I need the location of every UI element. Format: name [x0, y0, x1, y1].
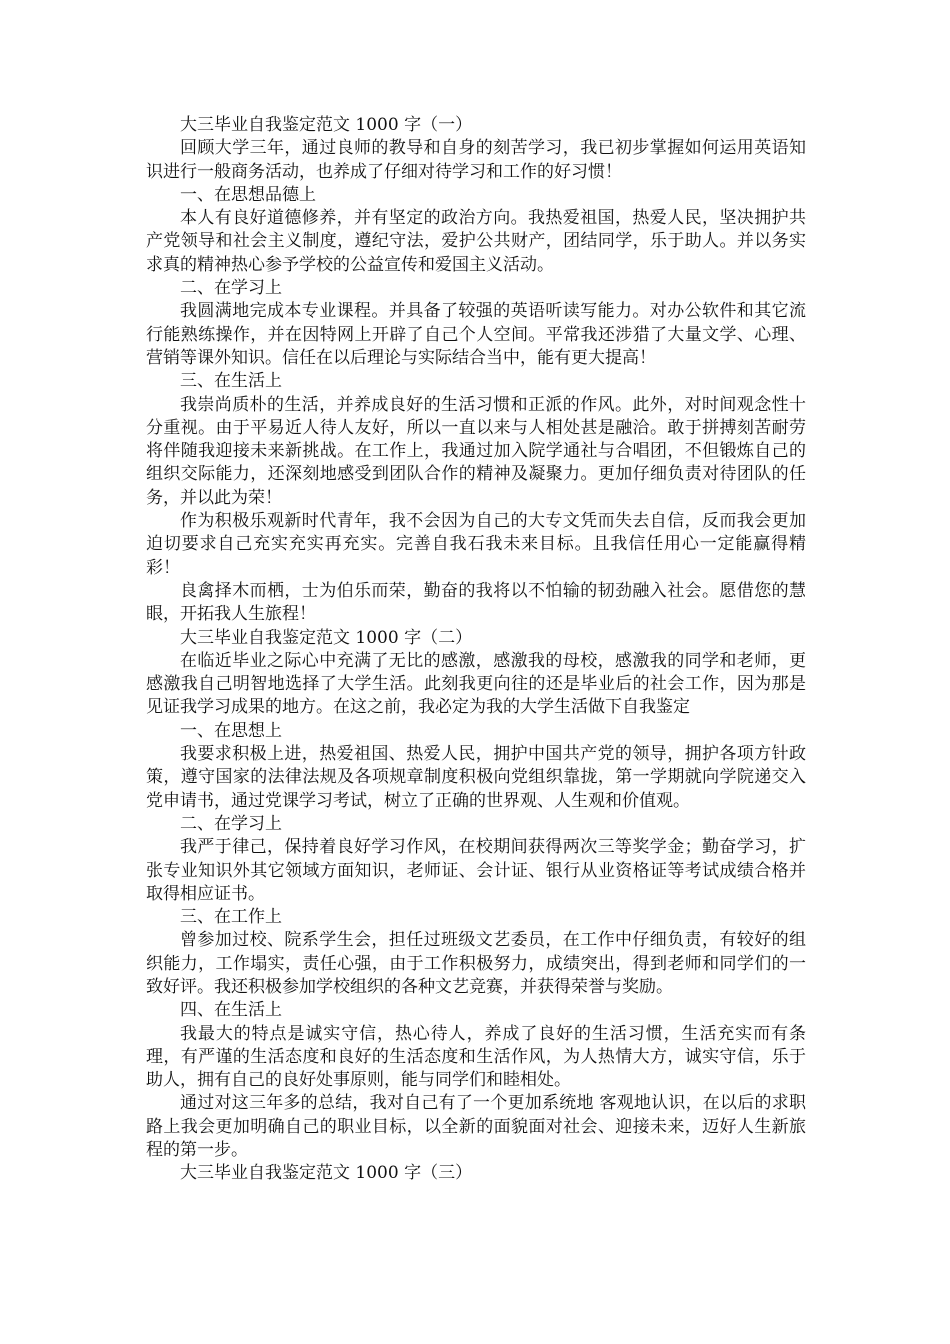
subheading: 二、在学习上	[180, 278, 282, 299]
paragraph: 作为积极乐观新时代青年，我不会因为自己的大专文凭而失去自信，反而我会更加迫切要求自己充实充实再充实。完善自我石我未来目标。且我信任用心一定能赢得精彩！	[146, 511, 806, 578]
subheading: 二、在学习上	[180, 813, 282, 834]
paragraph: 我要求积极上进，热爱祖国、热爱人民，拥护中国共产党的领导，拥护各项方针政策，遵守国家的法律法规及各项规章制度积极向党组织靠拢，第一学期就向学院递交入党申请书，通过党课学习考试，树立了正确的世界观、人生观和价值观。	[146, 744, 806, 811]
paragraph: 我严于律己，保持着良好学习作风，在校期间获得两次三等奖学金；勤奋学习，扩张专业知识外其它领域方面知识，老师证、会计证、银行从业资格证等考试成绩合格并取得相应证书。	[146, 837, 806, 904]
paragraph: 良禽择木而栖，士为伯乐而荣，勤奋的我将以不怕输的韧劲融入社会。愿借您的慧眼，开拓我人生旅程！	[146, 580, 806, 625]
section-title-3: 大三毕业自我鉴定范文 1000 字（三）	[180, 1163, 473, 1184]
subheading: 三、在工作上	[180, 907, 282, 928]
paragraph: 在临近毕业之际心中充满了无比的感激，感激我的母校，感激我的同学和老师，更感激我自己明智地选择了大学生活。此刻我更向往的还是毕业后的社会工作，因为那是见证我学习成果的地方。在这之前，我必定为我的大学生活做下自我鉴定	[146, 650, 806, 718]
section-title-2: 大三毕业自我鉴定范文 1000 字（二）	[180, 627, 473, 648]
paragraph: 曾参加过校、院系学生会，担任过班级文艺委员，在工作中仔细负责，有较好的组织能力，工作塌实，责任心强，由于工作积极努力，成绩突出，得到老师和同学们的一致好评。我还积极参加学校组织的各种文艺竞赛，并获得荣誉与奖励。	[146, 930, 806, 997]
paragraph: 本人有良好道德修养，并有坚定的政治方向。我热爱祖国，热爱人民，坚决拥护共产党领导和社会主义制度，遵纪守法，爱护公共财产，团结同学，乐于助人。并以务实求真的精神热心参予学校的公益宣传和爱国主义活动。	[146, 208, 806, 275]
subheading: 一、在思想品德上	[180, 184, 316, 205]
paragraph: 我最大的特点是诚实守信，热心待人，养成了良好的生活习惯，生活充实而有条理，有严谨的生活态度和良好的生活态度和生活作风，为人热情大方，诚实守信，乐于助人，拥有自己的良好处事原则，能与同学们和睦相处。	[146, 1023, 806, 1091]
subheading: 一、在思想上	[180, 720, 282, 741]
subheading: 四、在生活上	[180, 1000, 282, 1021]
paragraph: 我崇尚质朴的生活，并养成良好的生活习惯和正派的作风。此外，对时间观念性十分重视。由于平易近人待人友好，所以一直以来与人相处甚是融洽。敢于拼搏刻苦耐劳将伴随我迎接未来新挑战。在工作上，我通过加入院学通社与合唱团，不但锻炼自己的组织交际能力，还深刻地感受到团队合作的精神及凝聚力。更加仔细负责对待团队的任务，并以此为荣！	[146, 394, 806, 508]
paragraph: 通过对这三年多的总结，我对自己有了一个更加系统地 客观地认识，在以后的求职路上我会更加明确自己的职业目标，以全新的面貌面对社会、迎接未来，迈好人生新旅程的第一步。	[146, 1093, 806, 1161]
paragraph: 回顾大学三年，通过良师的教导和自身的刻苦学习，我已初步掌握如何运用英语知识进行一般商务活动，也养成了仔细对待学习和工作的好习惯！	[146, 138, 806, 182]
paragraph: 我圆满地完成本专业课程。并具备了较强的英语听读写能力。对办公软件和其它流行能熟练操作，并在因特网上开辟了自己个人空间。平常我还涉猎了大量文学、心理、营销等课外知识。信任在以后理论与实际结合当中，能有更大提高！	[146, 301, 806, 368]
section-title-1: 大三毕业自我鉴定范文 1000 字（一）	[180, 115, 473, 135]
subheading: 三、在生活上	[180, 371, 282, 392]
document-body	[146, 114, 806, 1186]
